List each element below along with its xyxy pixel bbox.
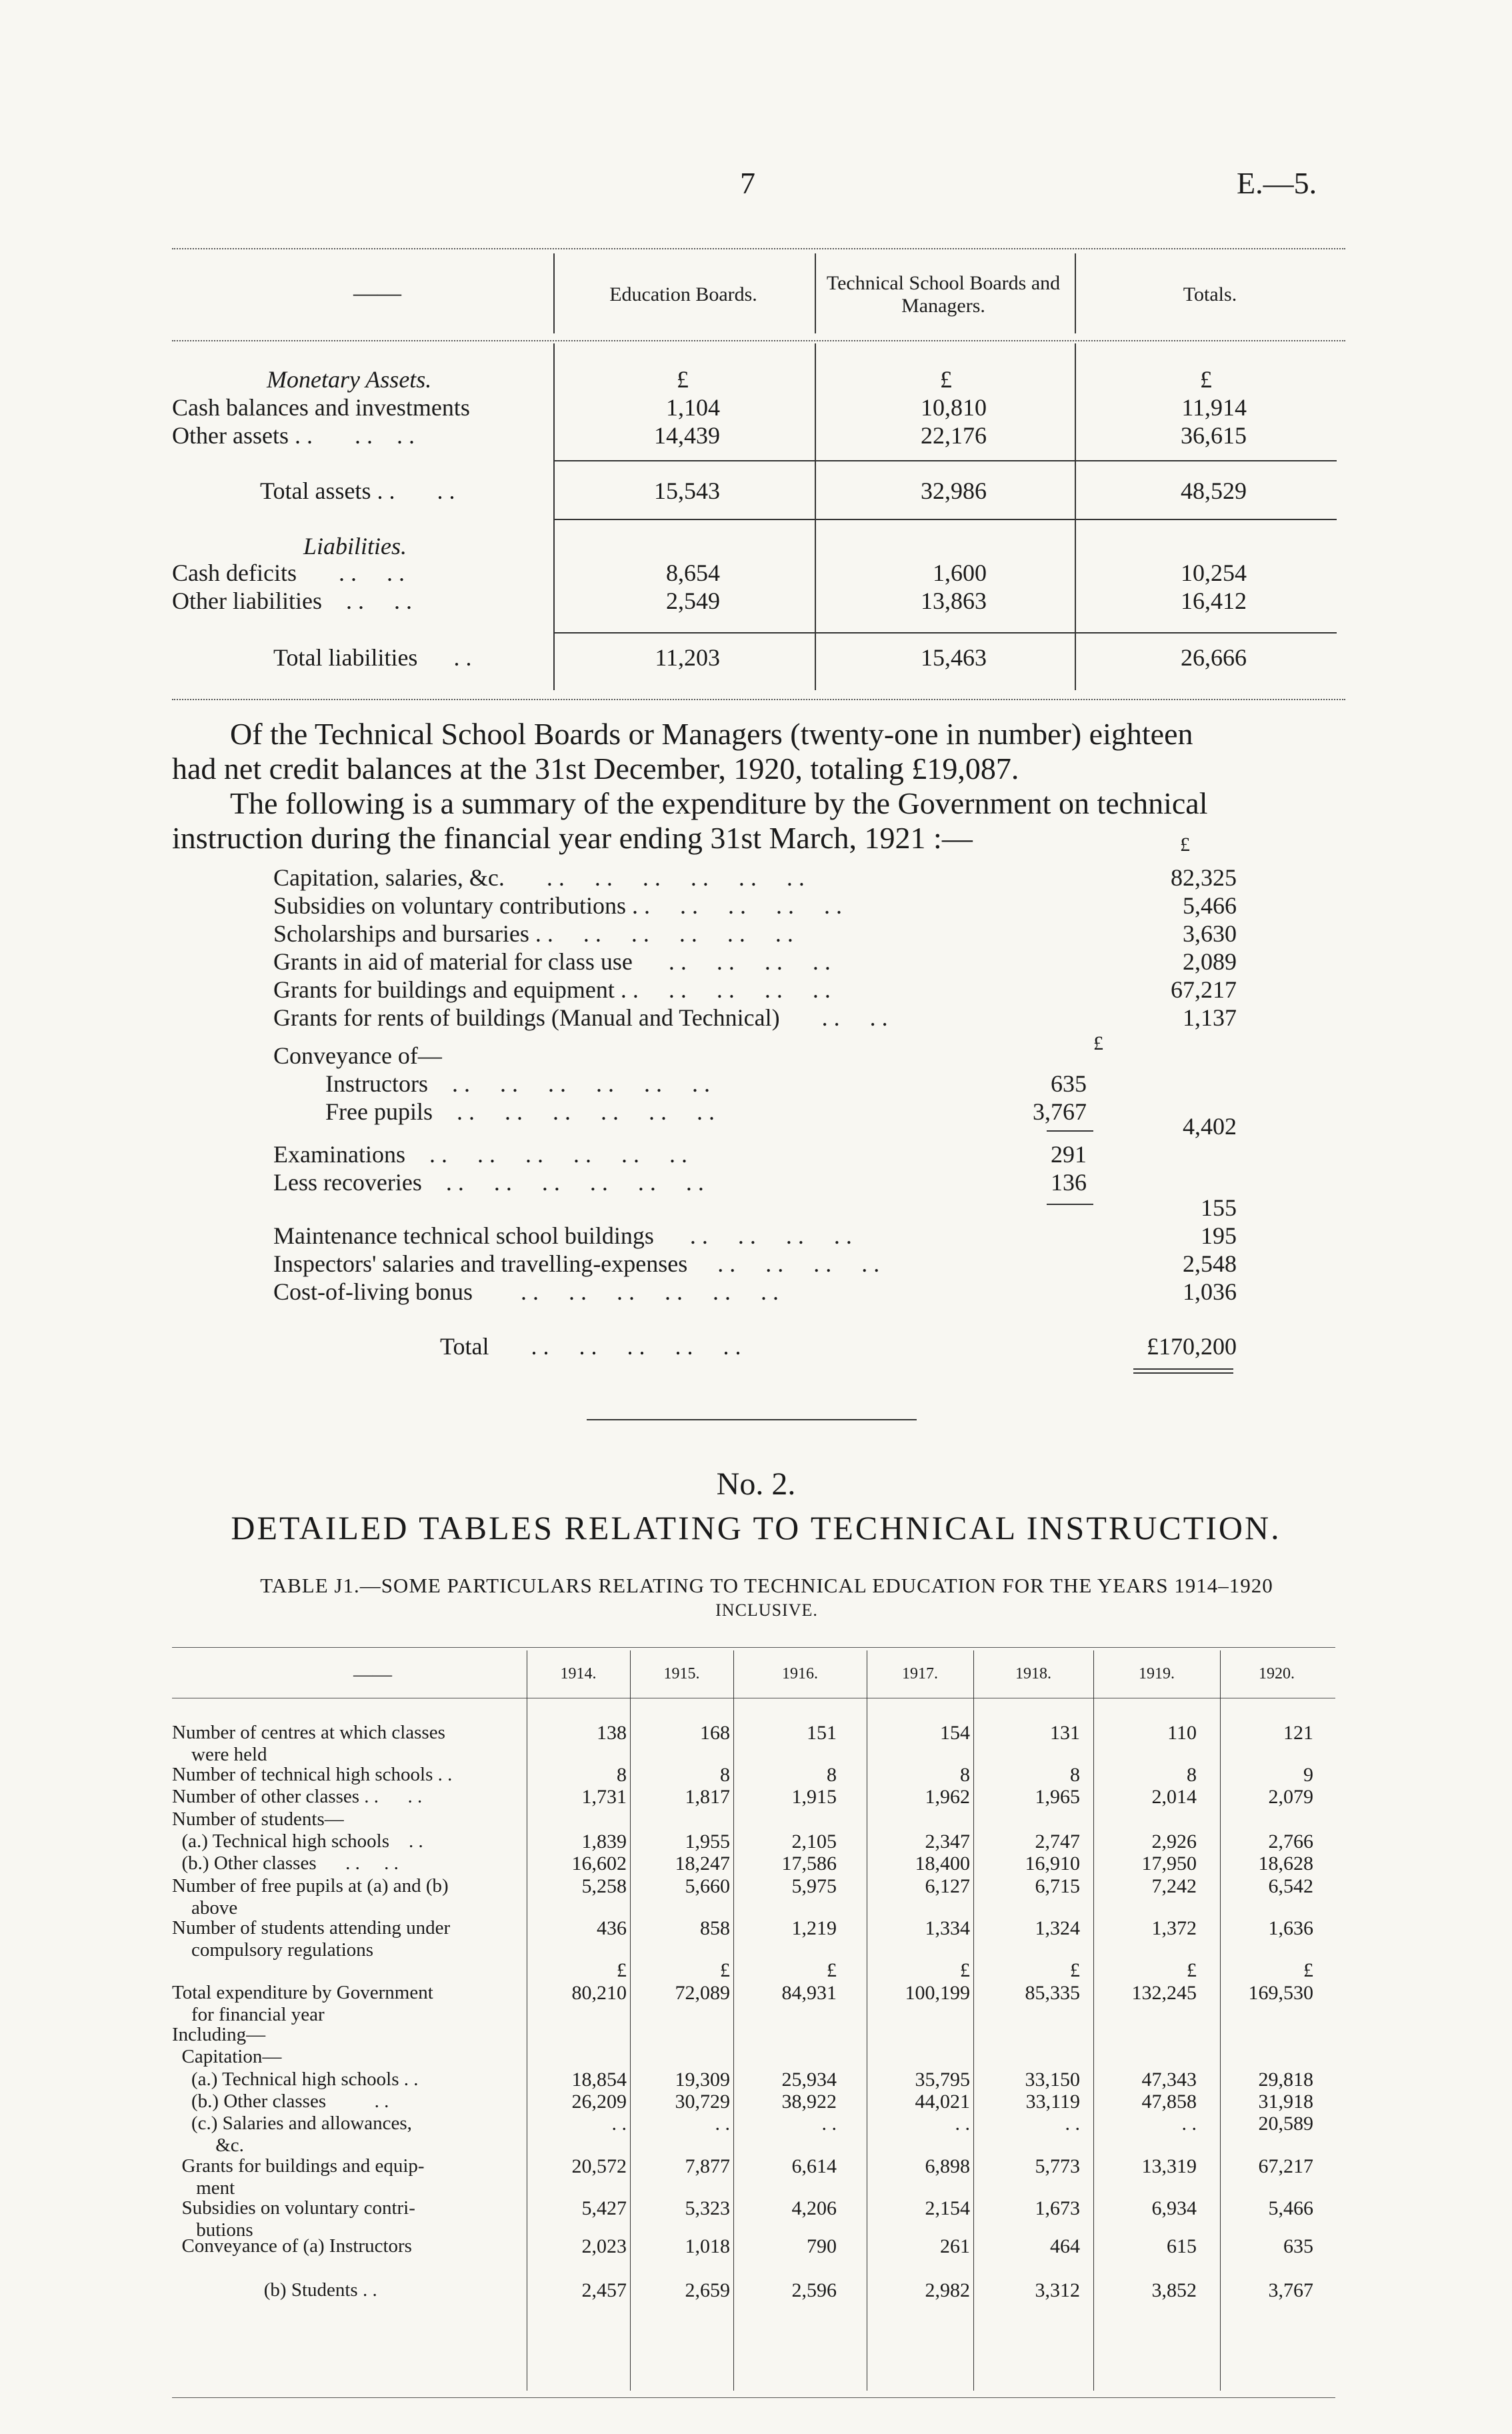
table-cell: 8 bbox=[960, 1764, 970, 1786]
table-cell: 31,918 bbox=[1258, 2091, 1313, 2113]
table-cell: 138 bbox=[597, 1722, 627, 1744]
table-cell: 1,817 bbox=[685, 1786, 730, 1808]
table-cell: 2,596 bbox=[791, 2279, 837, 2301]
table-row-label: Including— bbox=[172, 2024, 266, 2045]
table-row-label: Subsidies on voluntary contri- butions bbox=[181, 2197, 415, 2241]
expenditure-item: Maintenance technical school buildings . . . . . . . . bbox=[273, 1222, 852, 1249]
expenditure-total-value: £170,200 bbox=[1147, 1333, 1237, 1360]
cell-value: 8,654 bbox=[666, 559, 720, 586]
paragraph-line: Of the Technical School Boards or Managers (twenty-one in number) eighteen bbox=[230, 717, 1193, 751]
expenditure-item: Grants in aid of material for class use . . . . . . . . bbox=[273, 948, 831, 975]
expenditure-value: 4,402 bbox=[1183, 1113, 1237, 1140]
table-cell: 8 bbox=[1187, 1764, 1197, 1786]
table-cell: 2,014 bbox=[1151, 1786, 1197, 1808]
table-cell: 1,018 bbox=[685, 2235, 730, 2257]
cell-value: 11,914 bbox=[1181, 394, 1247, 421]
table-cell: 464 bbox=[1050, 2235, 1080, 2257]
table-cell: 6,898 bbox=[925, 2155, 970, 2177]
pound-sign: £ bbox=[677, 366, 689, 393]
table-cell: 2,154 bbox=[925, 2197, 970, 2219]
table-cell: 110 bbox=[1167, 1722, 1197, 1744]
cell-value: 36,615 bbox=[1181, 422, 1247, 449]
table-cell: 6,614 bbox=[791, 2155, 837, 2177]
table-cell: 17,950 bbox=[1141, 1853, 1197, 1875]
cell-value: 16,412 bbox=[1181, 587, 1247, 614]
cell-value: 48,529 bbox=[1181, 477, 1247, 504]
table-cell: 5,427 bbox=[581, 2197, 627, 2219]
table-cell: 1,915 bbox=[791, 1786, 837, 1808]
table-cell: 1,219 bbox=[791, 1917, 837, 1939]
table-cell: . . bbox=[715, 2113, 730, 2135]
table-row-label: Grants for buildings and equip- ment bbox=[181, 2155, 425, 2199]
expenditure-item: Less recoveries . . . . . . . . . . . . bbox=[273, 1169, 704, 1196]
table-cell: 6,934 bbox=[1151, 2197, 1197, 2219]
table-cell: 436 bbox=[597, 1917, 627, 1939]
monetary-assets-heading: Monetary Assets. bbox=[267, 366, 432, 393]
table-cell: 38,922 bbox=[781, 2091, 837, 2113]
table-cell: 5,773 bbox=[1035, 2155, 1080, 2177]
table-cell: 1,324 bbox=[1035, 1917, 1080, 1939]
cell-value: 15,463 bbox=[921, 644, 987, 671]
table-cell: 30,729 bbox=[675, 2091, 730, 2113]
expenditure-item: Capitation, salaries, &c. . . . . . . . . . . . . bbox=[273, 864, 805, 891]
table-cell: 3,852 bbox=[1151, 2279, 1197, 2301]
table-row-label: Number of students attending under compulsory regulations bbox=[172, 1917, 451, 1961]
expenditure-value: 3,630 bbox=[1183, 920, 1237, 947]
table-cell: 2,982 bbox=[925, 2279, 970, 2301]
expenditure-item: Inspectors' salaries and travelling-expenses . . . . . . . . bbox=[273, 1250, 880, 1277]
pound-sign: £ bbox=[1200, 366, 1212, 393]
table-cell: . . bbox=[611, 2113, 627, 2135]
row-label: Cash balances and investments bbox=[172, 394, 470, 421]
expenditure-item: Examinations . . . . . . . . . . . . bbox=[273, 1141, 687, 1168]
table-cell: 8 bbox=[617, 1764, 627, 1786]
table-cell: 33,119 bbox=[1025, 2091, 1080, 2113]
table-cell: 2,105 bbox=[791, 1831, 837, 1853]
table-row-label: Conveyance of (a) Instructors bbox=[172, 2235, 412, 2257]
table-cell: 18,854 bbox=[571, 2069, 627, 2091]
table-cell: 85,335 bbox=[1025, 1982, 1080, 2004]
table-cell: 8 bbox=[827, 1764, 837, 1786]
table-cell: 44,021 bbox=[915, 2091, 970, 2113]
table-cell: £ bbox=[960, 1959, 970, 1981]
table-cell: . . bbox=[1065, 2113, 1080, 2135]
table-cell: 80,210 bbox=[571, 1982, 627, 2004]
cell-value: 22,176 bbox=[921, 422, 987, 449]
table-row-label: (a.) Technical high schools . . bbox=[172, 2069, 419, 2090]
expenditure-item: Grants for rents of buildings (Manual and Technical) . . . . bbox=[273, 1004, 888, 1031]
col-header-technical-boards: Technical School Boards and Managers. bbox=[826, 272, 1061, 317]
table-cell: 168 bbox=[700, 1722, 730, 1744]
table-cell: 7,877 bbox=[685, 2155, 730, 2177]
cell-value: 32,986 bbox=[921, 477, 987, 504]
table-cell: £ bbox=[1070, 1959, 1080, 1981]
table-cell: 18,628 bbox=[1258, 1853, 1313, 1875]
cell-value: 14,439 bbox=[654, 422, 720, 449]
table-cell: 2,659 bbox=[685, 2279, 730, 2301]
expenditure-value: 5,466 bbox=[1183, 892, 1237, 919]
table-cell: £ bbox=[617, 1959, 627, 1981]
table-cell: 2,747 bbox=[1035, 1831, 1080, 1853]
paragraph-line: had net credit balances at the 31st December, 1920, totaling £19,087. bbox=[172, 752, 1019, 786]
table-row-label: Total expenditure by Government for financial year bbox=[172, 1982, 433, 2025]
table-row-label: Capitation— bbox=[172, 2046, 282, 2067]
table-cell: 1,636 bbox=[1268, 1917, 1313, 1939]
year-header: 1919. bbox=[1139, 1665, 1175, 1682]
table-cell: 1,839 bbox=[581, 1831, 627, 1853]
table-cell: 121 bbox=[1283, 1722, 1313, 1744]
expenditure-value: 1,036 bbox=[1183, 1278, 1237, 1305]
expenditure-item: Subsidies on voluntary contributions . . . . . . . . . . bbox=[273, 892, 842, 919]
table-cell: 5,975 bbox=[791, 1875, 837, 1897]
table-cell: 17,586 bbox=[781, 1853, 837, 1875]
row-label-total-liabilities: Total liabilities . . bbox=[273, 644, 472, 671]
table-cell: 29,818 bbox=[1258, 2069, 1313, 2091]
year-header: 1917. bbox=[902, 1665, 938, 1682]
table-cell: 18,247 bbox=[675, 1853, 730, 1875]
liabilities-heading: Liabilities. bbox=[303, 533, 407, 559]
paragraph-line: instruction during the financial year ending 31st March, 1921 :— bbox=[172, 821, 973, 855]
row-label: Other assets . . . . . . bbox=[172, 422, 415, 449]
row-label: Other liabilities . . . . bbox=[172, 587, 412, 614]
table-cell: 2,347 bbox=[925, 1831, 970, 1853]
table-cell: 1,334 bbox=[925, 1917, 970, 1939]
table-cell: 2,926 bbox=[1151, 1831, 1197, 1853]
table-cell: 47,858 bbox=[1141, 2091, 1197, 2113]
table-cell: 100,199 bbox=[905, 1982, 970, 2004]
table-cell: 67,217 bbox=[1258, 2155, 1313, 2177]
expenditure-value: 195 bbox=[1201, 1222, 1237, 1249]
table-cell: 13,319 bbox=[1141, 2155, 1197, 2177]
table-cell: 1,372 bbox=[1151, 1917, 1197, 1939]
table-row-label: Number of centres at which classes were held bbox=[172, 1722, 445, 1765]
table-cell: 5,660 bbox=[685, 1875, 730, 1897]
section-title: DETAILED TABLES RELATING TO TECHNICAL INSTRUCTION. bbox=[231, 1509, 1281, 1546]
cell-value: 10,810 bbox=[921, 394, 987, 421]
table-cell: 2,766 bbox=[1268, 1831, 1313, 1853]
table-cell: 2,457 bbox=[581, 2279, 627, 2301]
table-cell: 5,466 bbox=[1268, 2197, 1313, 2219]
table-cell: 84,931 bbox=[781, 1982, 837, 2004]
cell-value: 1,104 bbox=[666, 394, 720, 421]
expenditure-value: 136 bbox=[1051, 1169, 1087, 1196]
table-row-label: (c.) Salaries and allowances, &c. bbox=[191, 2113, 412, 2156]
page-number: 7 bbox=[740, 166, 755, 200]
expenditure-value: 2,548 bbox=[1183, 1250, 1237, 1277]
expenditure-value: 82,325 bbox=[1171, 864, 1237, 891]
year-header: 1914. bbox=[560, 1665, 597, 1682]
table-cell: 1,673 bbox=[1035, 2197, 1080, 2219]
pound-sign: £ bbox=[940, 366, 952, 393]
expenditure-item: Cost-of-living bonus . . . . . . . . . . . . bbox=[273, 1278, 779, 1305]
table-cell: 4,206 bbox=[791, 2197, 837, 2219]
table-cell: 8 bbox=[720, 1764, 730, 1786]
table-cell: 16,910 bbox=[1025, 1853, 1080, 1875]
table-cell: . . bbox=[1181, 2113, 1197, 2135]
cell-value: 1,600 bbox=[933, 559, 987, 586]
table-row-label: (b.) Other classes . . . . bbox=[172, 1853, 399, 1874]
expenditure-value: 291 bbox=[1051, 1141, 1087, 1168]
table-cell: £ bbox=[1303, 1959, 1313, 1981]
table-cell: 151 bbox=[807, 1722, 837, 1744]
table-cell: 47,343 bbox=[1141, 2069, 1197, 2091]
year-header: 1920. bbox=[1259, 1665, 1295, 1682]
table-cell: £ bbox=[720, 1959, 730, 1981]
col-header-totals: Totals. bbox=[1183, 283, 1237, 305]
table-header-dash: —— bbox=[353, 1664, 392, 1685]
table-cell: 131 bbox=[1050, 1722, 1080, 1744]
table-cell: 169,530 bbox=[1248, 1982, 1313, 2004]
year-header: 1916. bbox=[782, 1665, 818, 1682]
expenditure-item: Free pupils . . . . . . . . . . . . bbox=[325, 1098, 715, 1125]
table-cell: 26,209 bbox=[571, 2091, 627, 2113]
table-caption: TABLE J1.—SOME PARTICULARS RELATING TO TECHNICAL EDUCATION FOR THE YEARS 1914–1920 bbox=[260, 1574, 1273, 1597]
table-cell: 635 bbox=[1283, 2235, 1313, 2257]
year-header: 1915. bbox=[663, 1665, 700, 1682]
table-cell: 5,323 bbox=[685, 2197, 730, 2219]
table-cell: 1,731 bbox=[581, 1786, 627, 1808]
expenditure-value: 2,089 bbox=[1183, 948, 1237, 975]
table-cell: 25,934 bbox=[781, 2069, 837, 2091]
expenditure-value: 3,767 bbox=[1033, 1098, 1087, 1125]
cell-value: 10,254 bbox=[1181, 559, 1247, 586]
section-number: No. 2. bbox=[716, 1466, 796, 1502]
table-cell: 132,245 bbox=[1131, 1982, 1197, 2004]
table-cell: 7,242 bbox=[1151, 1875, 1197, 1897]
table-cell: 8 bbox=[1070, 1764, 1080, 1786]
table-cell: 615 bbox=[1167, 2235, 1197, 2257]
table-row-label: Number of other classes . . . . bbox=[172, 1786, 423, 1807]
table-cell: 18,400 bbox=[915, 1853, 970, 1875]
table-cell: 5,258 bbox=[581, 1875, 627, 1897]
expenditure-item: Instructors . . . . . . . . . . . . bbox=[325, 1070, 710, 1097]
table-cell: 2,023 bbox=[581, 2235, 627, 2257]
table-cell: 72,089 bbox=[675, 1982, 730, 2004]
expenditure-item: Scholarships and bursaries . . . . . . . . . . . . bbox=[273, 920, 793, 947]
table-cell: 33,150 bbox=[1025, 2069, 1080, 2091]
table-cell: £ bbox=[1187, 1959, 1197, 1981]
table-row-label: Number of students— bbox=[172, 1808, 344, 1830]
table-row-label: (b.) Other classes . . bbox=[172, 2091, 389, 2112]
table-cell: 3,767 bbox=[1268, 2279, 1313, 2301]
table-cell: 1,955 bbox=[685, 1831, 730, 1853]
table-cell: 3,312 bbox=[1035, 2279, 1080, 2301]
table-cell: 6,542 bbox=[1268, 1875, 1313, 1897]
table-cell: 790 bbox=[807, 2235, 837, 2257]
table-row-label: (b) Students . . bbox=[172, 2279, 377, 2301]
year-header: 1918. bbox=[1015, 1665, 1051, 1682]
summary-header-dash: —— bbox=[353, 279, 401, 306]
table-cell: 6,715 bbox=[1035, 1875, 1080, 1897]
expenditure-value: 635 bbox=[1051, 1070, 1087, 1097]
expenditure-value: 67,217 bbox=[1171, 976, 1237, 1003]
page-code: E.—5. bbox=[1237, 166, 1317, 200]
table-cell: 35,795 bbox=[915, 2069, 970, 2091]
row-label-total-assets: Total assets . . . . bbox=[260, 477, 455, 504]
table-cell: 261 bbox=[940, 2235, 970, 2257]
expenditure-value: 1,137 bbox=[1183, 1004, 1237, 1031]
table-row-label: (a.) Technical high schools . . bbox=[172, 1831, 423, 1852]
table-cell: 20,572 bbox=[571, 2155, 627, 2177]
table-row-label: Number of free pupils at (a) and (b) above bbox=[172, 1875, 449, 1919]
row-label: Cash deficits . . . . bbox=[172, 559, 405, 586]
expenditure-value: 155 bbox=[1201, 1194, 1237, 1221]
table-row-label: Number of technical high schools . . bbox=[172, 1764, 453, 1785]
table-cell: 154 bbox=[940, 1722, 970, 1744]
table-cell: 1,962 bbox=[925, 1786, 970, 1808]
cell-value: 26,666 bbox=[1181, 644, 1247, 671]
table-cell: . . bbox=[955, 2113, 970, 2135]
conveyance-heading: Conveyance of— bbox=[273, 1042, 442, 1069]
table-cell: 20,589 bbox=[1258, 2113, 1313, 2135]
expenditure-total-label: Total . . . . . . . . . . bbox=[440, 1333, 741, 1360]
cell-value: 13,863 bbox=[921, 587, 987, 614]
pound-sign: £ bbox=[1093, 1032, 1103, 1054]
table-cell: 9 bbox=[1303, 1764, 1313, 1786]
table-cell: 6,127 bbox=[925, 1875, 970, 1897]
cell-value: 11,203 bbox=[655, 644, 720, 671]
cell-value: 15,543 bbox=[654, 477, 720, 504]
table-cell: 1,965 bbox=[1035, 1786, 1080, 1808]
table-cell: 16,602 bbox=[571, 1853, 627, 1875]
col-header-education-boards: Education Boards. bbox=[609, 283, 757, 305]
pound-sign: £ bbox=[1180, 834, 1190, 856]
table-cell: . . bbox=[821, 2113, 837, 2135]
expenditure-item: Grants for buildings and equipment . . . . . . . . . . bbox=[273, 976, 831, 1003]
table-caption-continued: INCLUSIVE. bbox=[715, 1600, 818, 1620]
paragraph-line: The following is a summary of the expenditure by the Government on technical bbox=[230, 786, 1208, 820]
table-cell: £ bbox=[827, 1959, 837, 1981]
table-cell: 2,079 bbox=[1268, 1786, 1313, 1808]
cell-value: 2,549 bbox=[666, 587, 720, 614]
table-cell: 19,309 bbox=[675, 2069, 730, 2091]
table-cell: 858 bbox=[700, 1917, 730, 1939]
